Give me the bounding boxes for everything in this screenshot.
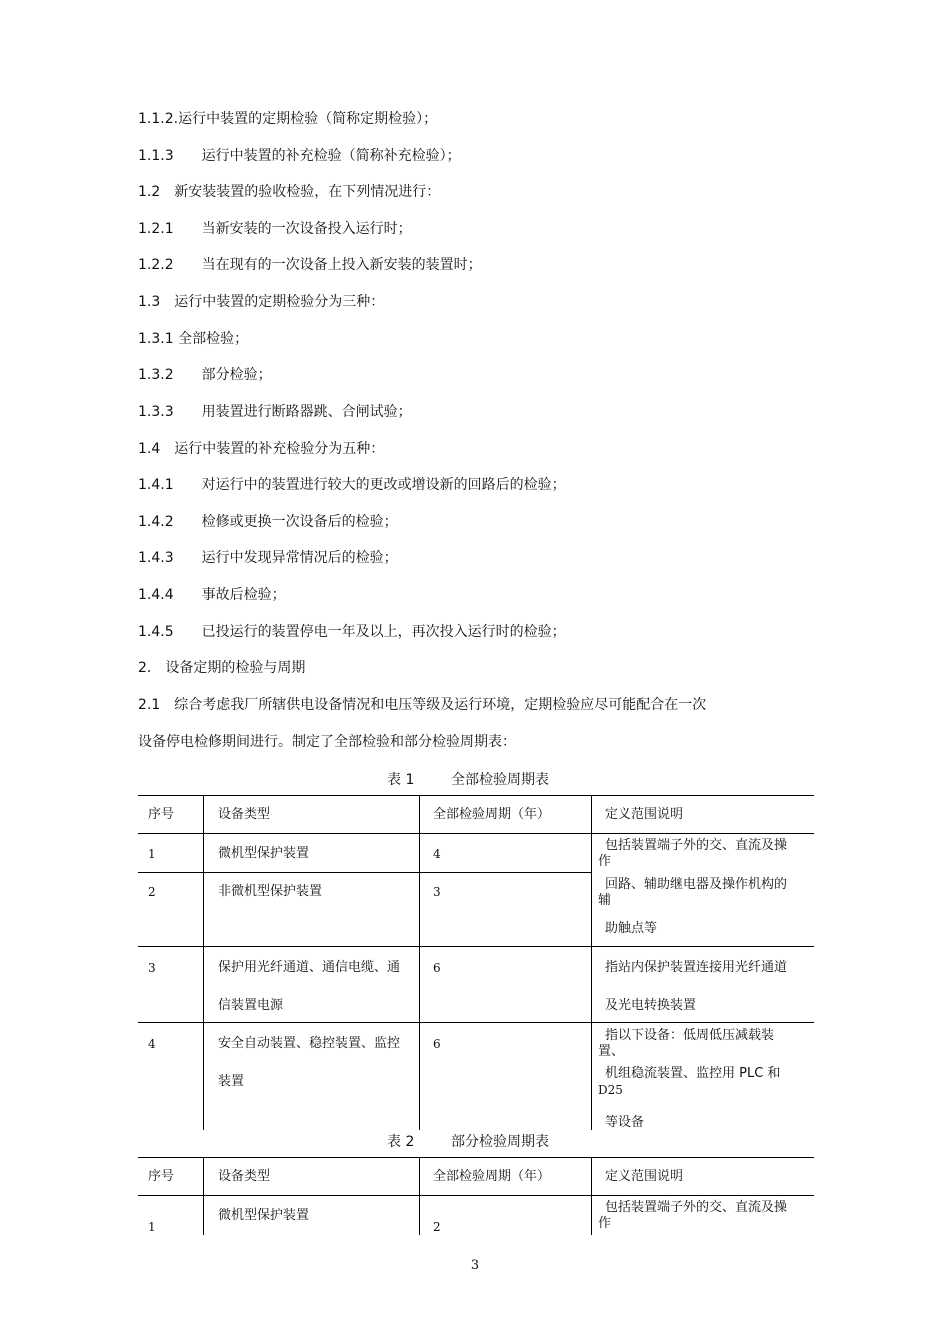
table1-note3-line3: 机组稳流装置、监控用 PLC 和 [605,1066,781,1081]
paragraph: 1.3.3 用装置进行断路器跳、合闸试验； [138,404,412,420]
paragraph: 1.2.2 当在现有的一次设备上投入新安装的装置时； [138,257,482,273]
table1-note1-line5: 助触点等 [605,921,658,936]
table1-row3-period: 6 [433,961,441,975]
table1-header-period: 全部检验周期（年） [433,807,551,822]
table2-header-type: 设备类型 [218,1169,271,1184]
table1-note1-line4: 辅 [598,893,612,908]
paragraph: 设备停电检修期间进行。制定了全部检验和部分检验周期表： [138,734,516,750]
paragraph: 1.2 新安装装置的验收检验，在下列情况进行： [138,184,441,200]
table1-row4-type-line2: 装置 [218,1074,245,1089]
paragraph: 1.1.2.运行中装置的定期检验（简称定期检验）； [138,111,438,127]
table1-caption-title: 全部检验周期表 [451,772,549,788]
table2-caption-number: 表 2 [387,1134,415,1150]
paragraph: 1.4.2 检修或更换一次设备后的检验； [138,514,398,530]
table1-caption [387,769,549,789]
paragraph: 1.2.1 当新安装的一次设备投入运行时； [138,221,412,237]
table2-header-period: 全部检验周期（年） [433,1169,551,1184]
table2-row1-type: 微机型保护装置 [218,1208,310,1223]
table1-header-note: 定义范围说明 [605,807,684,822]
table2-caption [387,1131,549,1151]
paragraph: 1.4.1 对运行中的装置进行较大的更改或增设新的回路后的检验； [138,477,566,493]
paragraph: 1.4.3 运行中发现异常情况后的检验； [138,550,398,566]
table2-row1-note-line2: 作 [598,1216,612,1231]
table1-header-no: 序号 [148,807,175,822]
table1-note3-line2: 置、 [598,1044,625,1059]
table2-caption-title: 部分检验周期表 [451,1134,549,1150]
table1-row4-no: 4 [148,1037,156,1051]
table1-caption-number: 表 1 [387,772,415,788]
table1-header-type: 设备类型 [218,807,271,822]
table1-row3-type-line1: 保护用光纤通道、通信电缆、通 [218,960,401,975]
paragraph: 2.1 综合考虑我厂所辖供电设备情况和电压等级及运行环境，定期检验应尽可能配合在一次 [138,697,707,713]
paragraph: 1.4.4 事故后检验； [138,587,286,603]
table1 [138,795,814,1130]
table1-note3-line4: D25 [598,1083,623,1097]
table1-row1-no: 1 [148,847,156,861]
table1-row1-period: 4 [433,847,441,861]
table2-header-no: 序号 [148,1169,175,1184]
table1-row2-period: 3 [433,885,441,899]
table1-note3-line5: 等设备 [605,1115,645,1130]
table1-note1-line3: 回路、辅助继电器及操作机构的 [605,877,788,892]
paragraph: 1.3 运行中装置的定期检验分为三种： [138,294,385,310]
table1-note2-line2: 及光电转换装置 [605,998,697,1013]
table1-row4-period: 6 [433,1037,441,1051]
table2 [138,1157,814,1235]
table1-row3-type-line2: 信装置电源 [218,998,284,1013]
table2-header-note: 定义范围说明 [605,1169,684,1184]
table1-note3-line1: 指以下设备：低周低压减载装 [605,1028,775,1043]
paragraph: 1.3.2 部分检验； [138,367,272,383]
table1-row1-type: 微机型保护装置 [218,846,310,861]
table2-row1-no: 1 [148,1220,156,1234]
table1-row2-type: 非微机型保护装置 [218,884,323,899]
page-number: 3 [470,1258,480,1273]
table1-row3-no: 3 [148,961,156,975]
table1-note1-line1: 包括装置端子外的交、直流及操 [605,838,788,853]
table1-note1-line2: 作 [598,854,612,869]
paragraph: 1.4 运行中装置的补充检验分为五种： [138,441,385,457]
table1-row2-no: 2 [148,885,156,899]
table1-note2-line1: 指站内保护装置连接用光纤通道 [605,960,788,975]
paragraph: 2. 设备定期的检验与周期 [138,660,306,676]
table2-row1-note-line1: 包括装置端子外的交、直流及操 [605,1200,788,1215]
paragraph: 1.1.3 运行中装置的补充检验（简称补充检验）； [138,148,461,164]
table2-row1-period: 2 [433,1220,441,1234]
paragraph: 1.3.1 全部检验； [138,331,249,347]
table1-row4-type-line1: 安全自动装置、稳控装置、监控 [218,1036,401,1051]
paragraph: 1.4.5 已投运行的装置停电一年及以上，再次投入运行时的检验； [138,624,566,640]
